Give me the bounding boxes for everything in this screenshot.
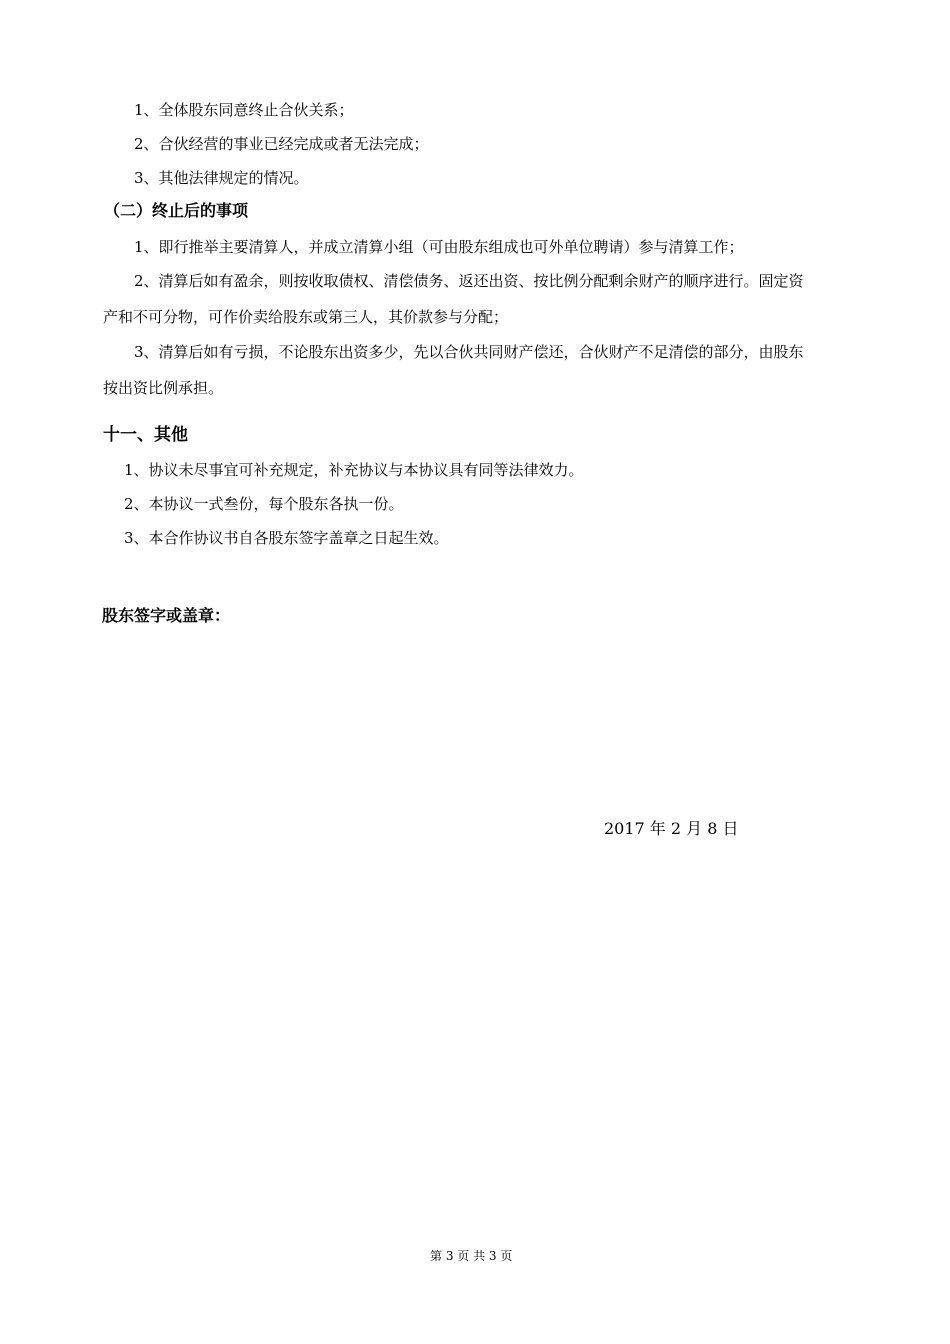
subsection-title: （二）终止后的事项 [104, 201, 249, 220]
after-termination-item-3-line-1: 3、清算后如有亏损，不论股东出资多少，先以合伙共同财产偿还，合伙财产不足清偿的部分，由股东 [134, 343, 804, 361]
section-eleven-item-3: 3、本合作协议书自各股东签字盖章之日起生效。 [124, 529, 449, 547]
section-eleven-title: 十一、其他 [103, 425, 188, 445]
after-termination-item-3-line-2: 按出资比例承担。 [103, 379, 224, 397]
page-footer: 第 3 页 共 3 页 [430, 1249, 513, 1263]
after-termination-item-2-line-1: 2、清算后如有盈余，则按收取债权、清偿债务、返还出资、按比例分配剩余财产的顺序进行。固定资 [134, 272, 804, 290]
after-termination-item-2-line-2: 产和不可分物，可作价卖给股东或第三人，其价款参与分配； [103, 308, 509, 326]
section-eleven-item-2: 2、本协议一式叁份，每个股东各执一份。 [124, 495, 404, 513]
signature-label: 股东签字或盖章： [102, 606, 231, 625]
after-termination-item-1: 1、即行推举主要清算人，并成立清算小组（可由股东组成也可外单位聘请）参与清算工作； [134, 238, 744, 256]
termination-condition-1: 1、全体股东同意终止合伙关系； [134, 101, 354, 119]
termination-condition-2: 2、合伙经营的事业已经完成或者无法完成； [134, 135, 429, 153]
signing-date: 2017 年 2 月 8 日 [604, 819, 739, 838]
section-eleven-item-1: 1、协议未尽事宜可补充规定，补充协议与本协议具有同等法律效力。 [124, 461, 584, 479]
termination-condition-3: 3、其他法律规定的情况。 [134, 169, 309, 187]
